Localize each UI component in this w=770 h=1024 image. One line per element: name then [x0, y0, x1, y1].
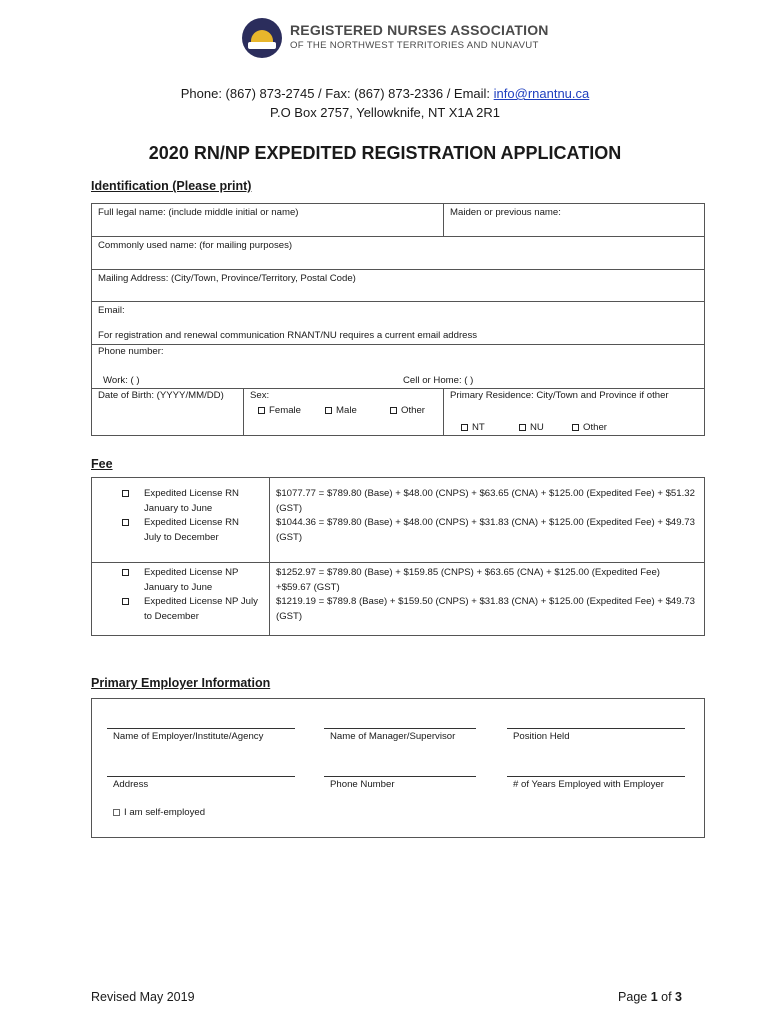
email-link[interactable]: info@rnantnu.ca [493, 86, 590, 101]
rn-jan-jun-amount: $1077.77 = $789.80 (Base) + $48.00 (CNPS) + $63.65 (CNA) + $125.00 (Expedited Fee) + $51.32 (GST) [276, 488, 695, 514]
residence-other-checkbox[interactable]: Other [572, 422, 607, 433]
rn-jul-dec-amount: $1044.36 = $789.80 (Base) + $48.00 (CNPS) + $31.83 (CNA) + $125.00 (Expedited Fee) + $49.73 (GST) [276, 517, 695, 543]
phone-label: Phone number: [98, 346, 164, 357]
organization-logo [242, 18, 572, 58]
page-number: Page 1 of 3 [618, 990, 682, 1004]
identification-heading: Identification (Please print) [91, 179, 252, 193]
residence-nu-checkbox[interactable]: NU [519, 422, 544, 433]
np-jul-dec-option[interactable]: Expedited License NP July to December [144, 596, 258, 622]
manager-field[interactable]: Name of Manager/Supervisor [330, 731, 456, 742]
self-employed-checkbox[interactable]: I am self-employed [113, 807, 205, 818]
np-jan-jun-amount: $1252.97 = $789.80 (Base) + $159.85 (CNPS) + $63.65 (CNA) + $125.00 (Expedited Fee) +$59.67 (GST) [276, 567, 660, 593]
residence-nt-checkbox[interactable]: NT [461, 422, 485, 433]
position-field[interactable]: Position Held [513, 731, 570, 742]
dob-sex-residence-row [92, 389, 704, 435]
page-title: 2020 RN/NP EXPEDITED REGISTRATION APPLICATION [148, 143, 622, 163]
rn-jul-dec-option[interactable]: Expedited License RN July to December [144, 517, 239, 543]
email-field[interactable]: Email: [98, 305, 125, 316]
years-employed-field[interactable]: # of Years Employed with Employer [513, 779, 664, 790]
sex-label: Sex: [250, 390, 270, 401]
name-row [92, 204, 704, 237]
org-name: REGISTERED NURSES ASSOCIATION [290, 22, 549, 38]
employer-heading: Primary Employer Information [91, 676, 271, 690]
sex-male-checkbox[interactable]: Male [325, 405, 357, 416]
employer-name-field[interactable]: Name of Employer/Institute/Agency [113, 731, 264, 742]
maiden-name-field[interactable]: Maiden or previous name: [450, 207, 561, 218]
work-phone-field[interactable]: Work: ( ) [103, 375, 140, 386]
full-name-field[interactable]: Full legal name: (include middle initial or name) [98, 207, 299, 218]
residence-label: Primary Residence: City/Town and Province if other [450, 390, 669, 401]
identification-table [91, 203, 705, 436]
sex-other-checkbox[interactable]: Other [390, 405, 425, 416]
np-jan-jun-option[interactable]: Expedited License NP January to June [144, 567, 239, 593]
postal-address: P.O Box 2757, Yellowknife, NT X1A 2R1 [269, 105, 501, 120]
email-note: For registration and renewal communication RNANT/NU requires a current email address [98, 330, 478, 341]
mailing-address-field[interactable]: Mailing Address: (City/Town, Province/Territory, Postal Code) [98, 273, 356, 284]
org-subtitle: OF THE NORTHWEST TERRITORIES AND NUNAVUT [290, 40, 539, 51]
phone-row [92, 345, 704, 389]
employer-box [91, 698, 705, 838]
fee-table [91, 477, 705, 636]
contact-phone-fax: Phone: (867) 873-2745 / Fax: (867) 873-2336 / Email: [180, 86, 494, 101]
mailing-address-row [92, 270, 704, 302]
email-row [92, 302, 704, 345]
employer-address-field[interactable]: Address [113, 779, 149, 790]
common-name-field[interactable]: Commonly used name: (for mailing purposes) [98, 240, 293, 251]
employer-phone-field[interactable]: Phone Number [330, 779, 395, 790]
fee-np-row [92, 563, 704, 635]
contact-line [0, 86, 770, 101]
cell-phone-field[interactable]: Cell or Home: ( ) [403, 375, 474, 386]
fee-heading: Fee [91, 457, 113, 471]
rn-jan-jun-option[interactable]: Expedited License RN January to June [144, 488, 239, 514]
np-jul-dec-amount: $1219.19 = $789.8 (Base) + $159.50 (CNPS) + $31.83 (CNA) + $125.00 (Expedited Fee) + $49.73 (GST) [276, 596, 695, 622]
dob-field[interactable]: Date of Birth: (YYYY/MM/DD) [98, 390, 224, 401]
common-name-row [92, 237, 704, 270]
revision-date: Revised May 2019 [91, 990, 195, 1004]
fee-rn-row [92, 478, 704, 563]
sex-female-checkbox[interactable]: Female [258, 405, 301, 416]
sun-logo-icon [242, 18, 282, 58]
